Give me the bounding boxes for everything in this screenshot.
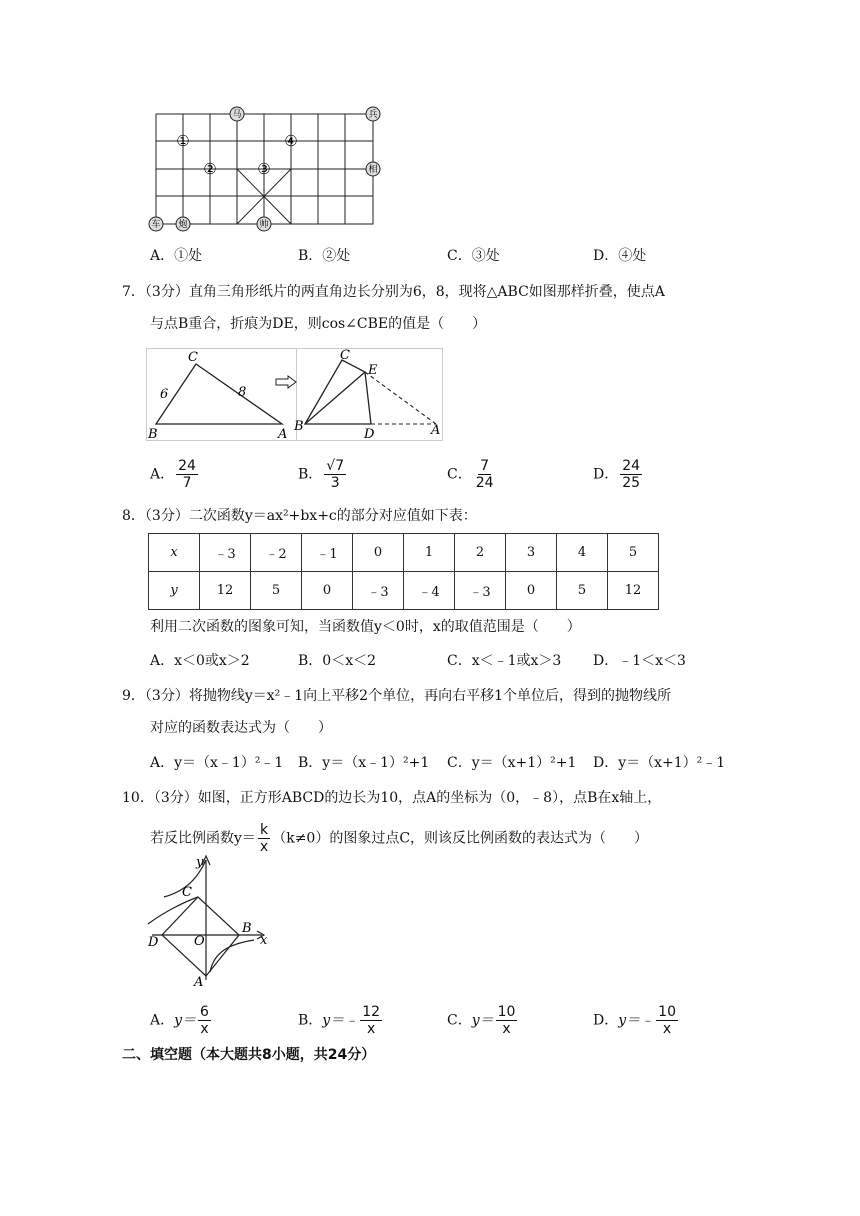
label-d: D [148,935,159,950]
marker-4: ④ [284,132,298,150]
label-c: C [188,350,198,365]
table-cell: 5 [557,572,608,610]
table-cell: 3 [506,534,557,572]
table-row-y [149,572,659,610]
piece-pao: 炮 [178,220,188,230]
label-c: C [182,885,192,900]
q10-option-c[interactable]: C．y＝ $\frac{10}{x}$ [447,1004,516,1037]
label-a: A [278,427,288,442]
table-cell: ﹣1 [302,534,353,572]
q7-option-d[interactable]: D． $\frac{24}{25}$ [593,458,641,491]
label-8: 8 [238,385,247,400]
q7-line2: 与点B重合，折痕为DE，则cos∠CBE的值是（ ） [150,316,487,332]
label-b2: B [294,419,304,434]
label-a: A [194,975,204,988]
table-cell: y [149,572,200,610]
q7-triangle-figure [146,348,446,444]
table-cell: ﹣3 [353,572,404,610]
chessboard-figure [140,104,385,232]
q8-option-b[interactable]: B．0＜x＜2 [298,653,376,669]
q8-line2: 利用二次函数的图象可知，当函数值y＜0时，x的取值范围是（ ） [150,619,581,635]
table-cell: ﹣3 [200,534,251,572]
q8-option-d[interactable]: D．﹣1＜x＜3 [593,653,686,669]
q7-option-b[interactable]: B． $\frac{√7}{3}$ [298,458,345,491]
table-cell: ﹣3 [455,572,506,610]
label-o: O [194,934,205,949]
marker-3: ③ [257,160,271,178]
q8-line1: 8．（3分）二次函数y＝ax²+bx+c的部分对应值如下表： [122,508,477,524]
q9-line1: 9．（3分）将抛物线y＝x²﹣1向上平移2个单位，再向右平移1个单位后，得到的抛物线所 [122,688,671,704]
label-a2: A [431,423,441,438]
label-d: D [364,427,375,442]
q8-option-c[interactable]: C．x＜﹣1或x＞3 [447,653,562,669]
label-x: x [260,933,268,948]
marker-1: ① [176,132,190,150]
table-cell: ﹣2 [251,534,302,572]
table-cell: 12 [200,572,251,610]
table-cell: 0 [302,572,353,610]
q10-option-d[interactable]: D．y＝﹣ $\frac{10}{x}$ [593,1004,676,1037]
q7-option-c[interactable]: C． $\frac{7}{24}$ [447,458,494,491]
q9-line2: 对应的函数表达式为（ ） [150,720,332,736]
label-c2: C [340,348,350,363]
q6-option-d[interactable]: D．④处 [593,248,647,264]
table-cell: 12 [608,572,659,610]
q10-square-figure [144,852,274,988]
label-y: y [196,855,204,870]
section-heading: 二、填空题（本大题共8小题，共24分） [122,1047,376,1063]
piece-bing: 兵 [368,110,378,120]
table-cell: ﹣4 [404,572,455,610]
q7-line1: 7．（3分）直角三角形纸片的两直角边长分别为6，8，现将△ABC如图那样折叠，使点A [122,284,665,300]
q6-option-c[interactable]: C．③处 [447,248,500,264]
table-cell: x [149,534,200,572]
q10-option-a[interactable]: A．y＝ $\frac{6}{x}$ [150,1004,209,1037]
q10-line2: 若反比例函数y＝ $\frac{k}{x}$ （k≠0）的图象过点C，则该反比例函数的表达式为（ ） [150,822,649,855]
q9-option-d[interactable]: D．y＝（x+1）²﹣1 [593,755,726,771]
table-cell: 4 [557,534,608,572]
q6-option-a[interactable]: A．①处 [150,248,203,264]
q10-line1: 10．（3分）如图，正方形ABCD的边长为10，点A的坐标为（0，﹣8），点B在x轴上， [122,790,662,806]
piece-xiang: 相 [368,165,378,175]
q9-option-c[interactable]: C．y＝（x+1）²+1 [447,755,577,771]
table-row-x [149,534,659,572]
label-b: B [242,921,252,936]
piece-che: 车 [151,220,161,230]
q6-option-b[interactable]: B．②处 [298,248,351,264]
label-e: E [368,363,378,378]
table-cell: 5 [608,534,659,572]
q8-option-a[interactable]: A．x＜0或x＞2 [150,653,250,669]
label-b: B [148,427,158,442]
q9-option-b[interactable]: B．y＝（x﹣1）²+1 [298,755,430,771]
piece-shuai: 帅 [259,220,269,230]
q7-option-a[interactable]: A． $\frac{24}{7}$ [150,458,196,491]
table-cell: 0 [353,534,404,572]
label-6: 6 [160,387,169,402]
table-cell: 0 [506,572,557,610]
q9-option-a[interactable]: A．y＝（x﹣1）²﹣1 [150,755,284,771]
piece-ma: 马 [232,110,242,120]
q8-value-table [148,533,659,610]
table-cell: 1 [404,534,455,572]
table-cell: 5 [251,572,302,610]
q10-option-b[interactable]: B．y＝﹣ $\frac{12}{x}$ [298,1004,381,1037]
table-cell: 2 [455,534,506,572]
marker-2: ② [203,160,217,178]
